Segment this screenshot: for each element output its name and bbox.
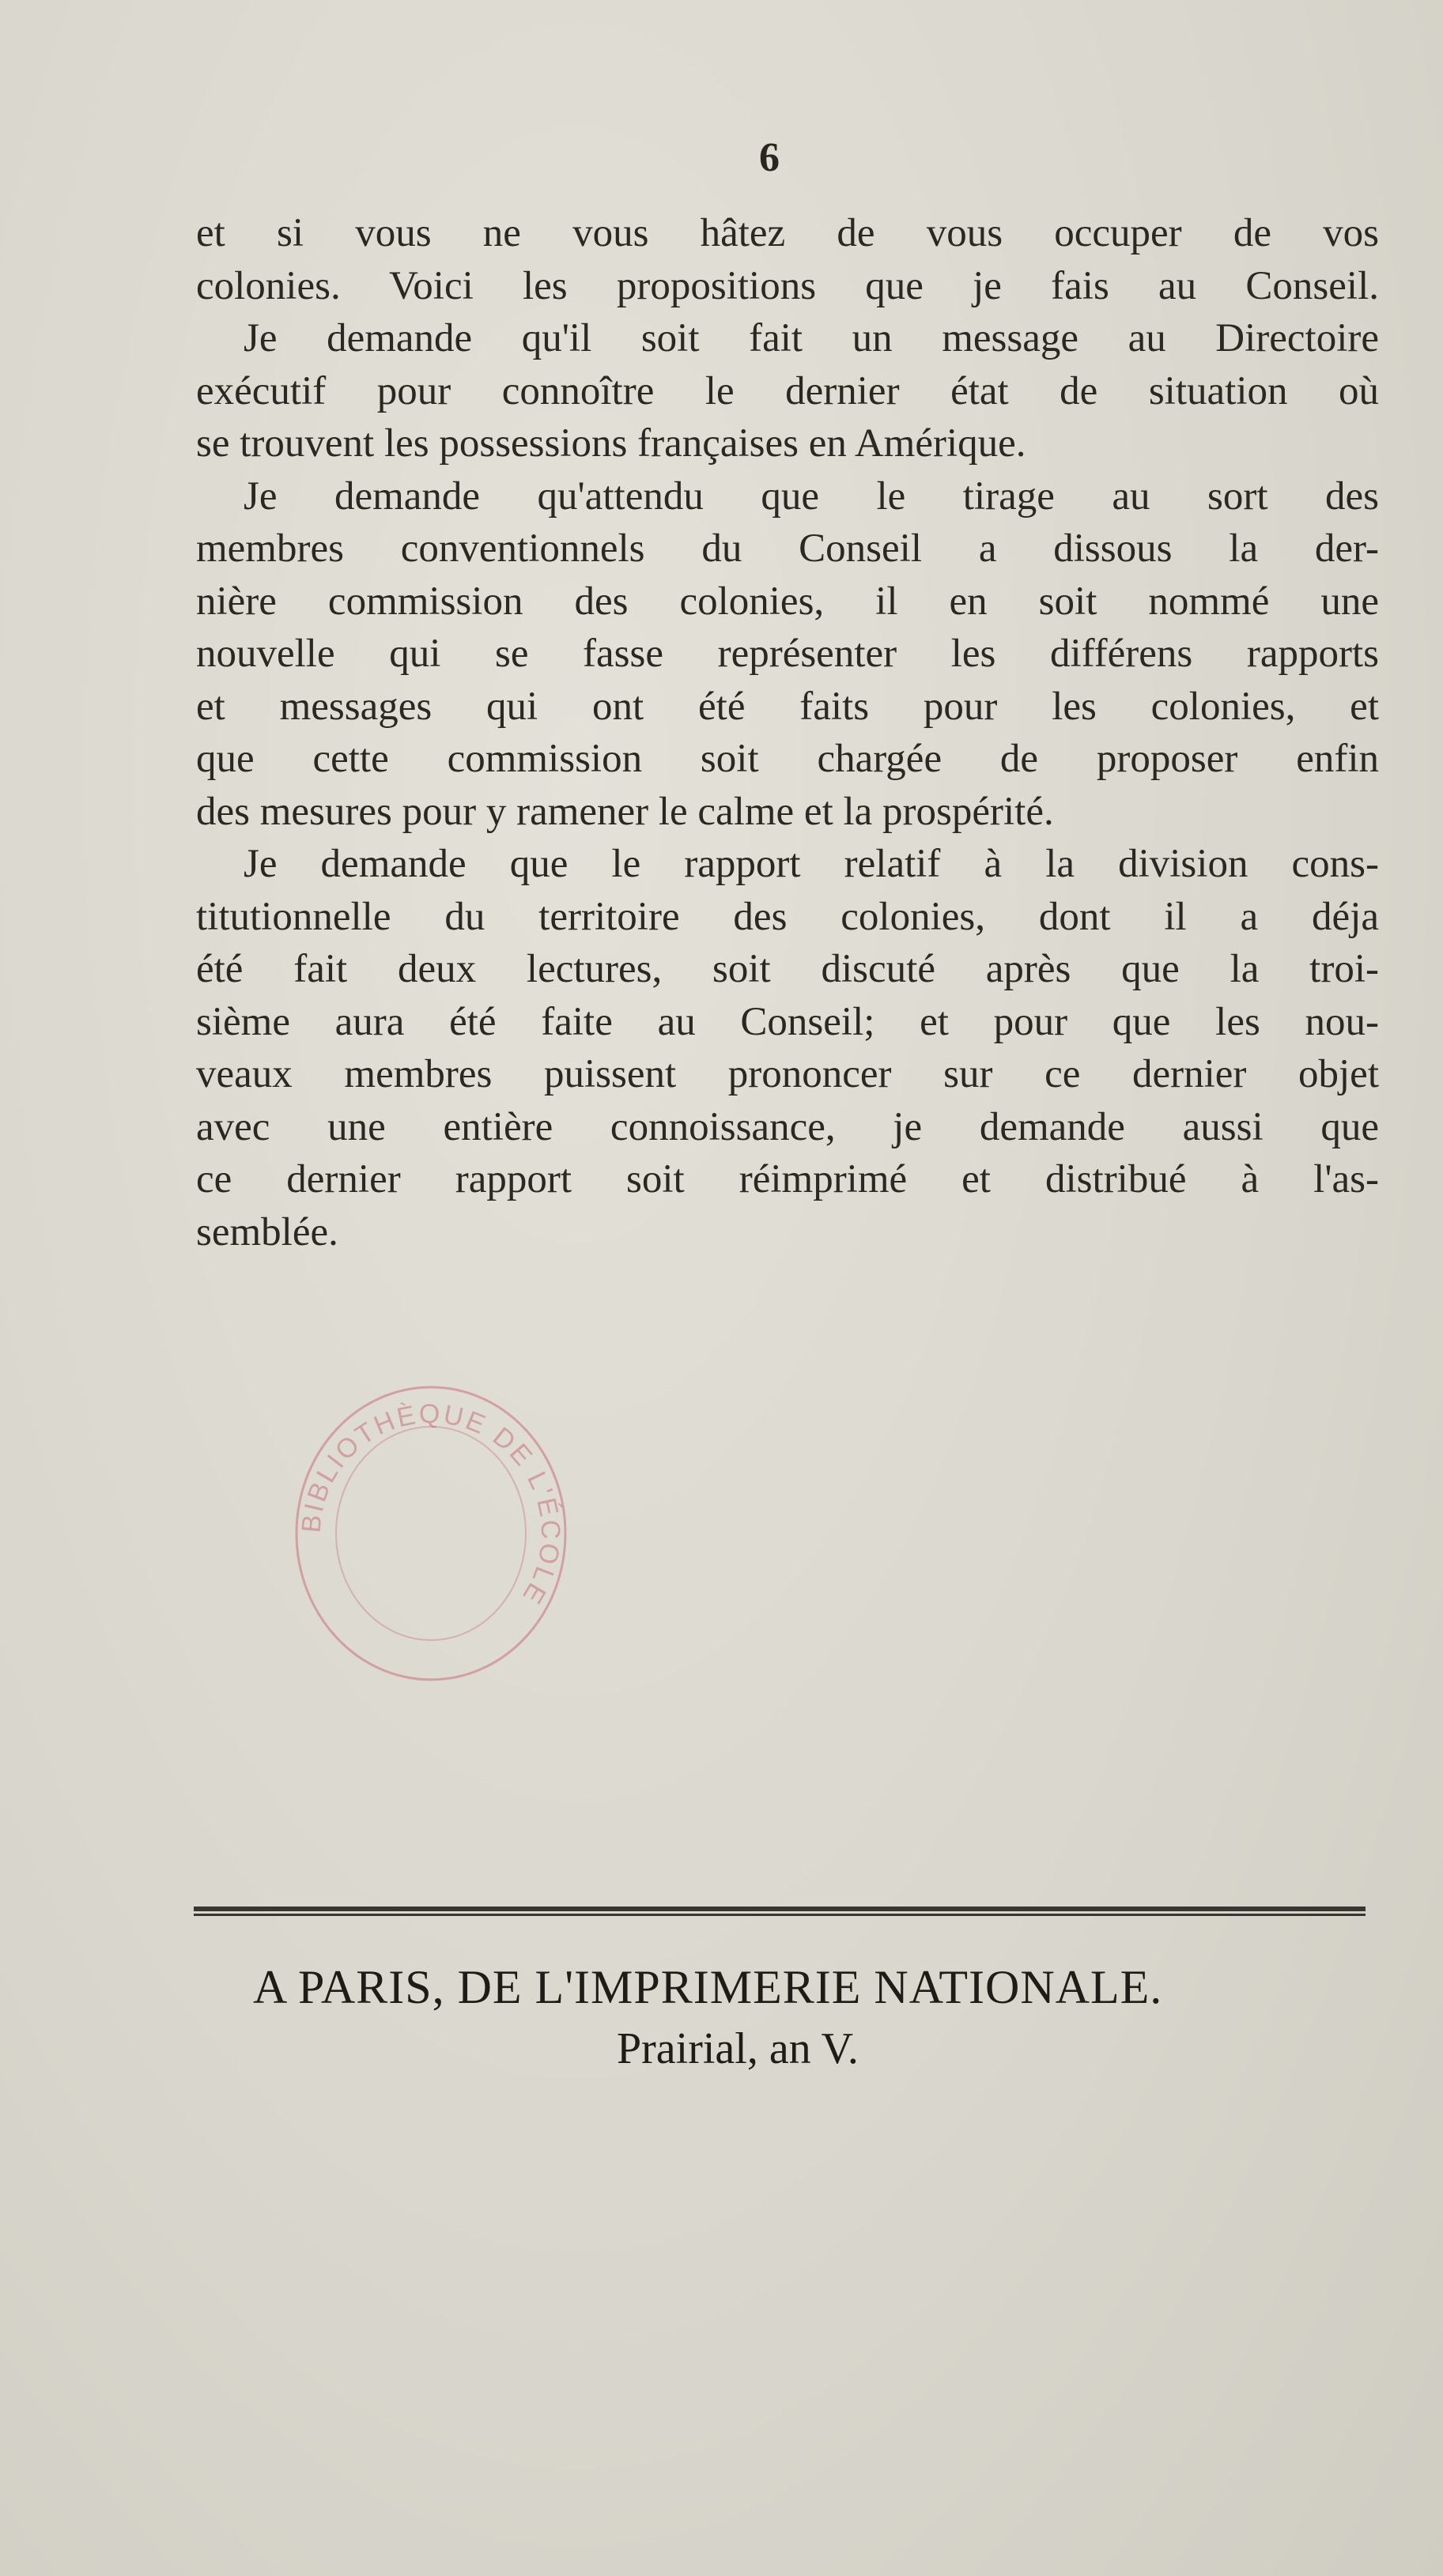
body-line: et messages qui ont été faits pour les colonies, et <box>196 684 1379 729</box>
body-line: des mesures pour y ramener le calme et la prospérité. <box>196 789 1054 834</box>
stamp-text: BIBLIOTHÈQUE DE L'ÉCOLE <box>296 1398 566 1611</box>
body-line: Je demande qu'il soit fait un message au Directoire <box>244 316 1379 360</box>
body-line: avec une entière connoissance, je demande aussi que <box>196 1104 1379 1149</box>
body-line: titutionnelle du territoire des colonies, dont il a déja <box>196 894 1379 939</box>
body-line: ce dernier rapport soit réimprimé et distribué à l'as- <box>196 1157 1379 1201</box>
body-line: et si vous ne vous hâtez de vous occuper de vos <box>196 211 1379 255</box>
body-line: semblée. <box>196 1209 338 1254</box>
body-line: nière commission des colonies, il en soit nommé une <box>196 579 1379 624</box>
body-line: se trouvent les possessions françaises en Amérique. <box>196 421 1026 466</box>
body-line: sième aura été faite au Conseil; et pour que les nou- <box>196 999 1379 1044</box>
library-stamp <box>281 1367 581 1699</box>
date-line: Prairial, an V. <box>617 2024 859 2073</box>
body-line: exécutif pour connoître le dernier état de situation où <box>196 368 1379 413</box>
body-line: veaux membres puissent prononcer sur ce dernier objet <box>196 1052 1379 1096</box>
body-line: été fait deux lectures, soit discuté après que la troi- <box>196 947 1379 991</box>
body-line: membres conventionnels du Conseil a dissous la der- <box>196 526 1379 571</box>
body-line: Je demande que le rapport relatif à la division cons- <box>244 842 1379 886</box>
imprint-line: A PARIS, DE L'IMPRIMERIE NATIONALE. <box>253 1961 1163 2013</box>
horizontal-rule <box>194 1907 1366 1919</box>
body-line: Je demande qu'attendu que le tirage au sort des <box>244 473 1379 519</box>
body-line: que cette commission soit chargée de proposer enfin <box>196 737 1379 781</box>
page-number: 6 <box>759 135 780 180</box>
body-line: colonies. Voici les propositions que je fais au Conseil. <box>196 263 1379 308</box>
body-text <box>196 207 1379 1258</box>
body-line: nouvelle qui se fasse représenter les différens rapports <box>196 632 1379 676</box>
